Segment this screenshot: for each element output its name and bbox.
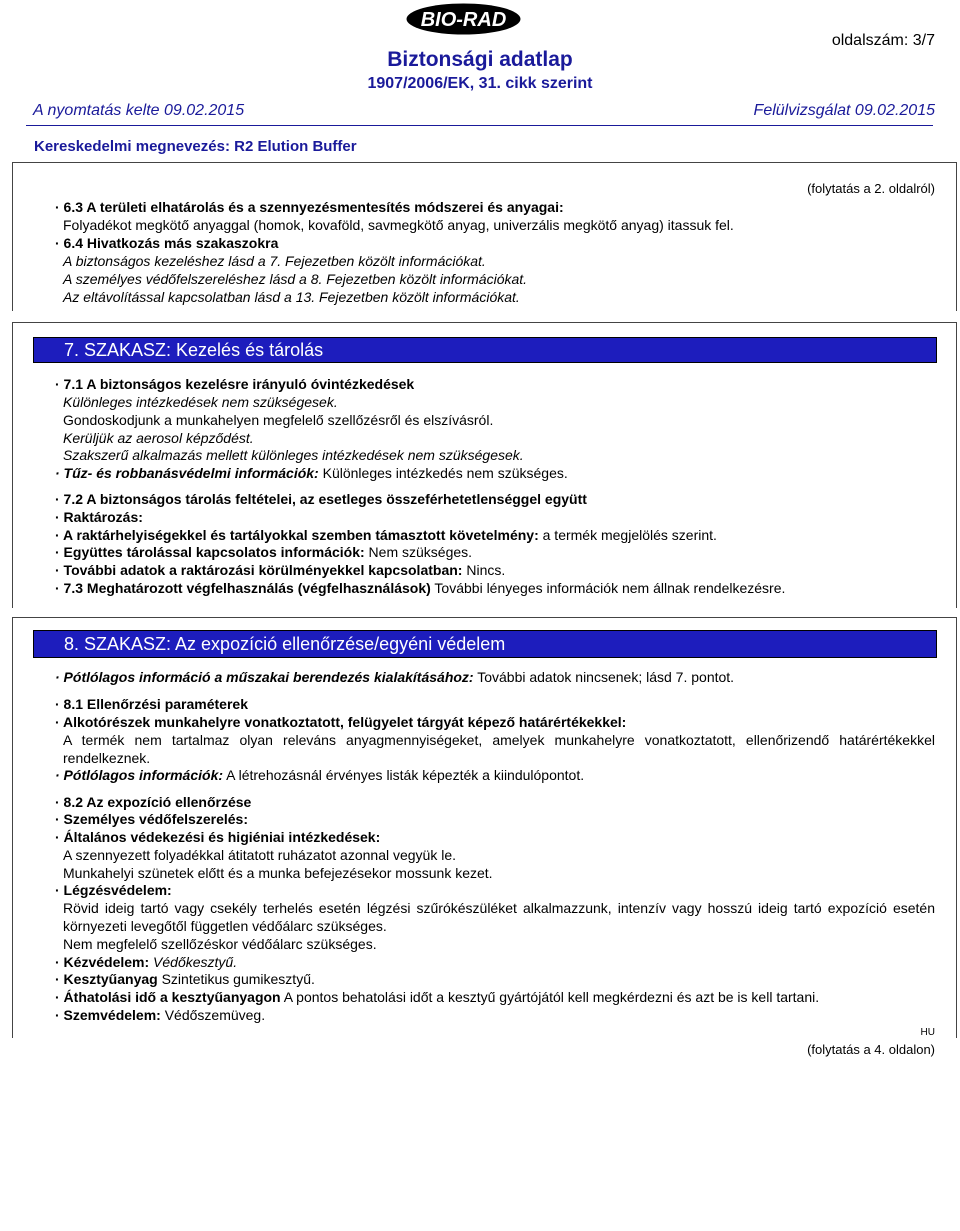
- text-7-1-b: Gondoskodjunk a munkahelyen megfelelő szellőzésről és elszívásról.: [63, 412, 494, 428]
- storage-more-label: · További adatok a raktározási körülményekkel kapcsolatban:: [55, 562, 463, 578]
- text-7-1-a: Különleges intézkedések nem szükségesek.: [63, 394, 338, 410]
- hand-protection: [55, 953, 237, 971]
- document-title: Biztonsági adatlap: [387, 48, 573, 71]
- text-6-4-a: A biztonságos kezeléshez lásd a 7. Fejezetben közölt információkat.: [63, 253, 486, 269]
- additional-info-2-value: A létrehozásnál érvényes listák képezték a kiindulópontot.: [223, 767, 585, 783]
- additional-info-2: [55, 766, 584, 784]
- heading-8-2: · 8.2 Az expozíció ellenőrzése: [55, 794, 252, 810]
- heading-7-2: · 7.2 A biztonságos tárolás feltételei, az esetleges összeférhetetlenséggel együtt: [55, 491, 587, 507]
- penetration-time-value: A pontos behatolási időt a kesztyű gyártójától kell megkérdezni és azt be is kell tartani.: [280, 989, 820, 1005]
- heading-7-3: [55, 579, 785, 597]
- continued-to: (folytatás a 4. oldalon): [807, 1042, 935, 1057]
- revision-date: Felülvizsgálat 09.02.2015: [753, 102, 935, 119]
- additional-info: [55, 668, 734, 686]
- text-7-1-d: Szakszerű alkalmazás mellett különleges intézkedések nem szükségesek.: [63, 447, 524, 463]
- penetration-time-label: · Áthatolási idő a kesztyűanyagon: [55, 989, 281, 1005]
- storage-requirement-label: · A raktárhelyiségekkel és tartályokkal szemben támasztott követelmény:: [55, 527, 539, 543]
- penetration-time: [55, 988, 819, 1006]
- glove-material-value: Szintetikus gumikesztyű.: [157, 971, 315, 987]
- components-text: A termék nem tartalmaz olyan releváns anyagmennyiségeket, amelyek munkahelyre vonatkoztatott, ellenőrizendő határértékekkel rendelkeznek.: [63, 732, 935, 766]
- general-measures-b: Munkahelyi szünetek előtt és a munka befejezésekor mossunk kezet.: [63, 865, 493, 881]
- respiratory-label: · Légzésvédelem:: [55, 882, 172, 898]
- heading-7-3-label: · 7.3 Meghatározott végfelhasználás (végfelhasználások): [55, 580, 431, 596]
- fire-info: [55, 464, 568, 482]
- text-6-4-c: Az eltávolítással kapcsolatban lásd a 13. Fejezetben közölt információkat.: [63, 289, 520, 305]
- respiratory-b: Nem megfelelő szellőzéskor védőálarc szükséges.: [63, 936, 377, 952]
- heading-8-1: · 8.1 Ellenőrzési paraméterek: [55, 696, 248, 712]
- additional-info-label: · Pótlólagos információ a műszakai berendezés kialakításához:: [55, 669, 474, 685]
- general-measures-a: A szennyezett folyadékkal átitatott ruházatot azonnal vegyük le.: [63, 847, 457, 863]
- section-7-title: 7. SZAKASZ: Kezelés és tárolás: [64, 340, 324, 360]
- trade-name: Kereskedelmi megnevezés: R2 Elution Buffer: [34, 138, 357, 155]
- print-date: A nyomtatás kelte 09.02.2015: [33, 102, 245, 119]
- ppe-heading: · Személyes védőfelszerelés:: [55, 811, 248, 827]
- logo-text: BIO-RAD: [420, 9, 507, 31]
- text-6-4-b: A személyes védőfelszereléshez lásd a 8. Fejezetben közölt információkat.: [63, 271, 528, 287]
- eye-protection: [55, 1006, 265, 1024]
- heading-6-3: · 6.3 A területi elhatárolás és a szennyezésmentesítés módszerei és anyagai:: [55, 199, 564, 215]
- fire-info-label: · Tűz- és robbanásvédelmi információk:: [55, 465, 319, 481]
- fire-info-value: Különleges intézkedés nem szükséges.: [318, 465, 568, 481]
- heading-7-1: · 7.1 A biztonságos kezelésre irányuló óvintézkedések: [55, 376, 415, 392]
- continued-from: (folytatás a 2. oldalról): [807, 181, 935, 196]
- storage-heading: · Raktározás:: [55, 509, 143, 525]
- section-8-banner: [33, 630, 937, 658]
- eye-protection-label: · Szemvédelem:: [55, 1007, 161, 1023]
- document-subtitle: 1907/2006/EK, 31. cikk szerint: [367, 75, 593, 92]
- eye-protection-value: Védőszemüveg.: [160, 1007, 266, 1023]
- storage-requirement-value: a termék megjelölés szerint.: [538, 527, 717, 543]
- page-number: oldalszám: 3/7: [831, 32, 935, 49]
- heading-7-3-value: További lényeges információk nem állnak rendelkezésre.: [430, 580, 786, 596]
- heading-6-4: · 6.4 Hivatkozás más szakaszokra: [55, 235, 279, 251]
- text-6-3: Folyadékot megkötő anyaggal (homok, kovaföld, savmegkötő anyag, univerzális megkötő anyag) itassuk fel.: [63, 217, 734, 233]
- storage-requirement: [55, 526, 717, 544]
- joint-storage-label: · Együttes tárolással kapcsolatos információk:: [55, 544, 365, 560]
- bio-rad-logo: [405, 3, 522, 35]
- general-measures-label: · Általános védekezési és higiéniai intézkedések:: [55, 829, 381, 845]
- hand-protection-label: · Kézvédelem:: [55, 954, 150, 970]
- joint-storage-value: Nem szükséges.: [364, 544, 473, 560]
- glove-material-label: · Kesztyűanyag: [55, 971, 158, 987]
- text-7-1-c: Kerüljük az aerosol képződést.: [63, 430, 254, 446]
- section-8-title: 8. SZAKASZ: Az expozíció ellenőrzése/egyéni védelem: [64, 634, 506, 654]
- language-code: HU: [920, 1027, 935, 1038]
- header-divider: [26, 125, 933, 126]
- additional-info-value: További adatok nincsenek; lásd 7. pontot.: [473, 669, 735, 685]
- glove-material: [55, 970, 315, 988]
- additional-info-2-label: · Pótlólagos információk:: [55, 767, 224, 783]
- components-label: · Alkotórészek munkahelyre vonatkoztatott, felügyelet tárgyát képező határértékekkel:: [55, 714, 627, 730]
- joint-storage: [55, 543, 472, 561]
- hand-protection-value: Védőkesztyű.: [149, 954, 238, 970]
- storage-more-value: Nincs.: [462, 562, 506, 578]
- section-7-banner: [33, 337, 937, 363]
- storage-more: [55, 561, 505, 579]
- respiratory-text: Rövid ideig tartó vagy csekély terhelés esetén légzési szűrókészüléket alkalmazzunk, intenzív vagy hosszú ideig tartó expozíció esetén környezeti levegőtől független védőálarc szükséges.: [63, 900, 935, 934]
